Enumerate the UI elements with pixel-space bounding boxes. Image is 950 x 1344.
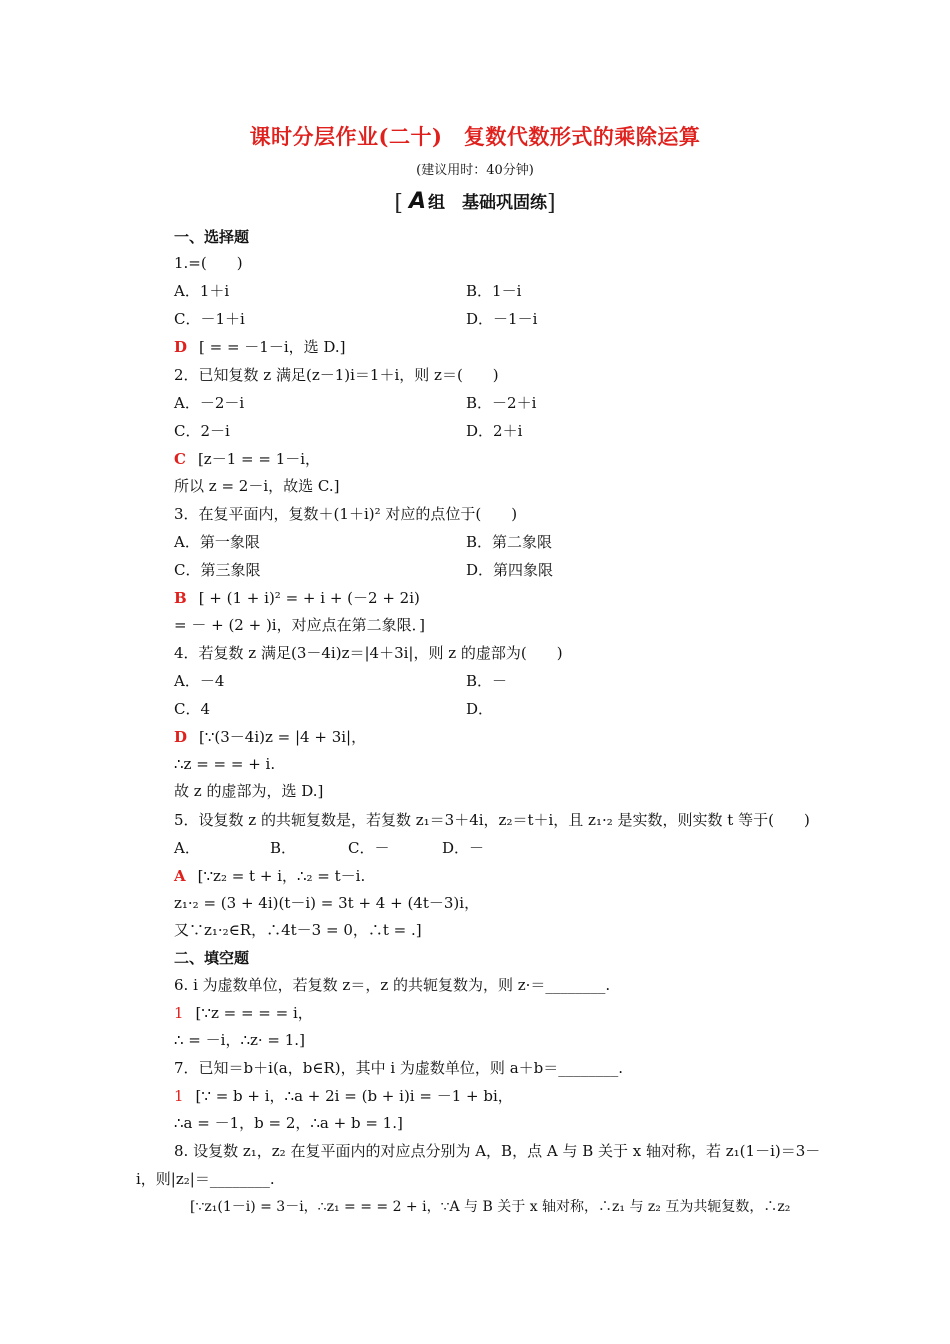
q1-solution: D [ = = －1－i，选 D.] [174, 338, 346, 356]
q1-option-a: A．1＋i [174, 282, 230, 300]
q3-option-b: B．第二象限 [466, 533, 553, 551]
q7-solution-line2: ∴a = －1，b = 2，∴a + b = 1.] [174, 1114, 403, 1132]
q1-stem: 1.=( ) [174, 254, 243, 272]
q1-option-d: D．－1－i [466, 310, 538, 328]
q3-option-a: A．第一象限 [174, 533, 260, 551]
q3-solution-line2: = － + (2 + )i，对应点在第二象限．] [174, 616, 425, 634]
q4-option-d: D． [466, 700, 494, 718]
q6-stem: 6. i 为虚数单位，若复数 z＝，z 的共轭复数为，则 z·＝________. [174, 976, 611, 994]
q5-solution-line2: z₁·₂ = (3 + 4i)(t－i) = 3t + 4 + (4t－3)i， [174, 894, 480, 912]
q2-option-c: C．2－i [174, 422, 230, 440]
q4-option-c: C．4 [174, 700, 211, 718]
q5-option-b: B． [270, 839, 297, 857]
page-title: 课时分层作业(二十) 复数代数形式的乘除运算 [249, 124, 701, 149]
section-fill-heading: 二、填空题 [174, 949, 250, 967]
q8-stem-line2: i，则|z₂|＝________. [136, 1170, 275, 1188]
q3-option-c: C．第三象限 [174, 561, 261, 579]
q5-solution-line3: 又∵z₁·₂∈R，∴4t－3 = 0，∴t = .] [174, 921, 422, 939]
q8-stem: 8. 设复数 z₁，z₂ 在复平面内的对应点分别为 A，B，点 A 与 B 关于 x 轴对称，若 z₁(1－i)＝3－ [174, 1142, 821, 1160]
q4-solution-line2: ∴z = = = + i. [174, 755, 276, 773]
q5-option-a: A． [174, 839, 200, 857]
q4-stem: 4．若复数 z 满足(3－4i)z＝|4＋3i|，则 z 的虚部为( ) [174, 644, 563, 662]
q1-option-c: C．－1＋i [174, 310, 245, 328]
q2-option-d: D．2＋i [466, 422, 523, 440]
q3-solution: B [ + (1 + i)² = + i + (－2 + 2i) [174, 589, 420, 607]
q4-option-a: A．－4 [174, 672, 225, 690]
q4-option-b: B．－ [466, 672, 508, 690]
group-letter: A [408, 189, 427, 214]
suggested-time: (建议用时：40分钟) [416, 163, 534, 178]
q2-solution: C [z－1 = = 1－i， [174, 450, 321, 468]
group-a-heading: [ A 组 基础巩固练] [394, 189, 556, 216]
q6-solution: 1 [∵z = = = = i， [174, 1004, 313, 1022]
q5-stem: 5．设复数 z 的共轭复数是，若复数 z₁＝3＋4i，z₂＝t＋i，且 z₁·₂ 是实数，则实数 t 等于( ) [174, 811, 810, 829]
q8-solution: [∵z₁(1－i) = 3－i，∴z₁ = = = 2 + i，∵A 与 B 关于 x 轴对称，∴z₁ 与 z₂ 互为共轭复数，∴z₂ [190, 1199, 791, 1215]
q2-option-a: A．－2－i [174, 394, 245, 412]
q4-solution: D [∵(3－4i)z = |4 + 3i|， [174, 728, 367, 746]
q2-option-b: B．－2＋i [466, 394, 537, 412]
group-text: 组 基础巩固练 [428, 193, 548, 213]
q5-solution: A [∵z₂ = t + i，∴₂ = t－i. [174, 867, 366, 885]
q5-option-d: D．－ [442, 839, 485, 857]
q7-solution: 1 [∵ = b + i，∴a + 2i = (b + i)i = －1 + bi， [174, 1087, 513, 1105]
section-choice-heading: 一、选择题 [174, 228, 250, 246]
q2-stem: 2．已知复数 z 满足(z－1)i＝1＋i，则 z＝( ) [174, 366, 499, 384]
q6-solution-line2: ∴ = －i，∴z· = 1.] [174, 1031, 305, 1049]
q5-option-c: C．－ [348, 839, 390, 857]
q4-solution-line3: 故 z 的虚部为，选 D.] [174, 782, 324, 800]
q2-solution-line2: 所以 z = 2－i，故选 C.] [174, 477, 340, 495]
q1-option-b: B．1－i [466, 282, 522, 300]
q7-stem: 7．已知＝b＋i(a，b∈R)，其中 i 为虚数单位，则 a＋b＝________. [174, 1059, 624, 1077]
q3-stem: 3．在复平面内，复数＋(1＋i)² 对应的点位于( ) [174, 505, 518, 523]
q3-option-d: D．第四象限 [466, 561, 554, 579]
